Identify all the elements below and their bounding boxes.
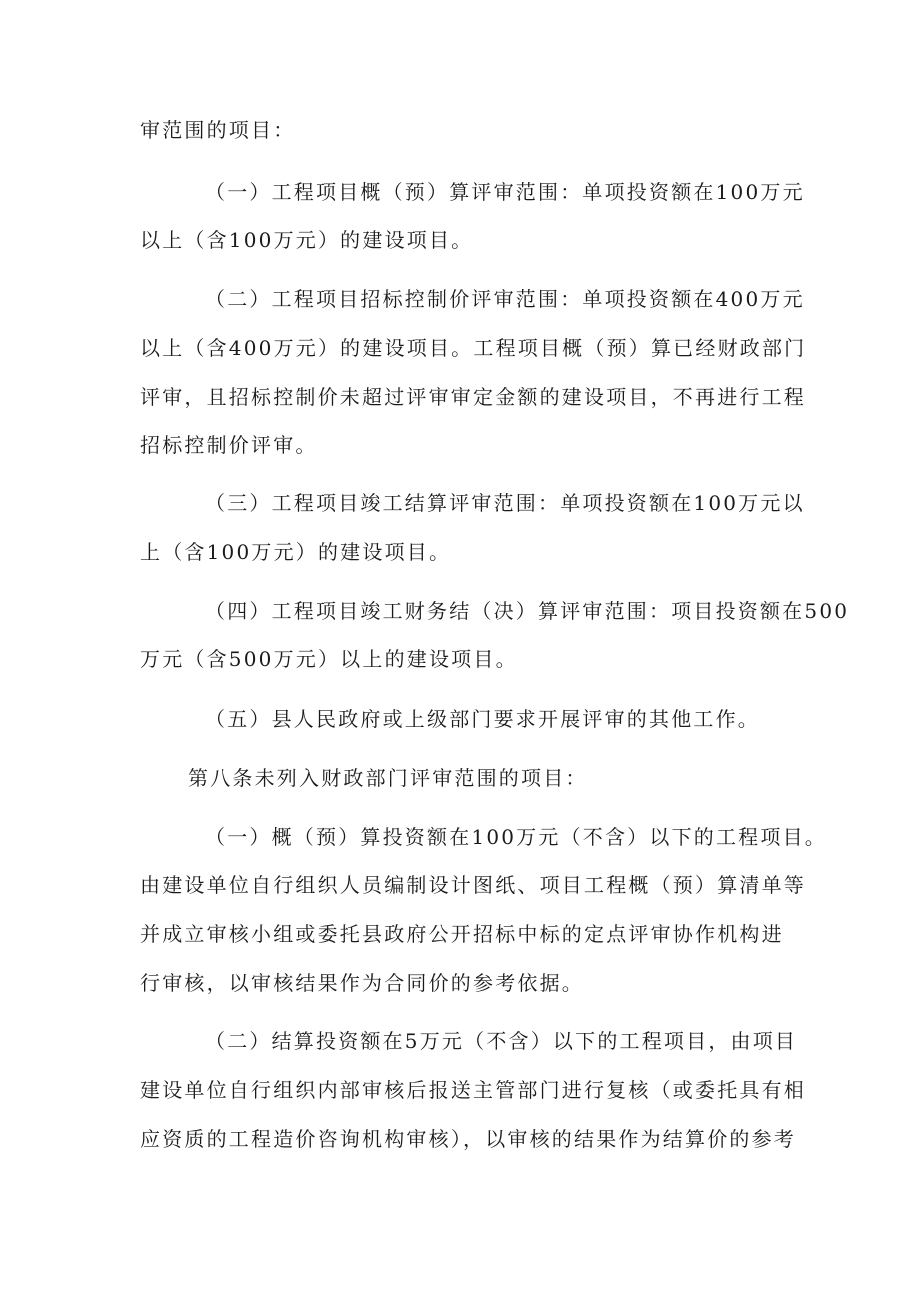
text-line: 行审核，以审核结果作为合同价的参考依据。 [140,971,584,995]
text-line: （一）概（预）算投资额在100万元（不含）以下的工程项目。 [205,825,827,849]
text-line: 评审，且招标控制价未超过评审审定金额的建设项目，不再进行工程 [140,385,806,409]
text-line: （一）工程项目概（预）算评审范围：单项投资额在100万元 [205,180,805,204]
text-line: 应资质的工程造价咨询机构审核），以审核的结果作为结算价的参考 [140,1127,796,1151]
text-line: 万元（含500万元）以上的建设项目。 [140,647,518,671]
text-line: 以上（含400万元）的建设项目。工程项目概（预）算已经财政部门 [140,336,807,360]
text-line: （三）工程项目竣工结算评审范围：单项投资额在100万元以 [205,491,805,515]
text-line: 并成立审核小组或委托县政府公开招标中标的定点评审协作机构进 [140,922,784,946]
article-heading: 第八条未列入财政部门评审范围的项目： [188,766,588,790]
text-line: 审范围的项目： [140,118,296,142]
text-line: （二）结算投资额在5万元（不含）以下的工程项目，由项目 [205,1029,798,1053]
text-line: （二）工程项目招标控制价评审范围：单项投资额在400万元 [205,287,805,311]
text-line: 由建设单位自行组织人员编制设计图纸、项目工程概（预）算清单等 [140,873,806,897]
text-line: （五）县人民政府或上级部门要求开展评审的其他工作。 [205,707,760,731]
text-line: 招标控制价评审。 [140,433,318,457]
text-line: 上（含100万元）的建设项目。 [140,540,452,564]
text-line: 建设单位自行组织内部审核后报送主管部门进行复核（或委托具有相 [140,1078,806,1102]
text-line: （四）工程项目竣工财务结（决）算评审范围：项目投资额在500 [205,599,850,623]
text-line: 以上（含100万元）的建设项目。 [140,228,474,252]
